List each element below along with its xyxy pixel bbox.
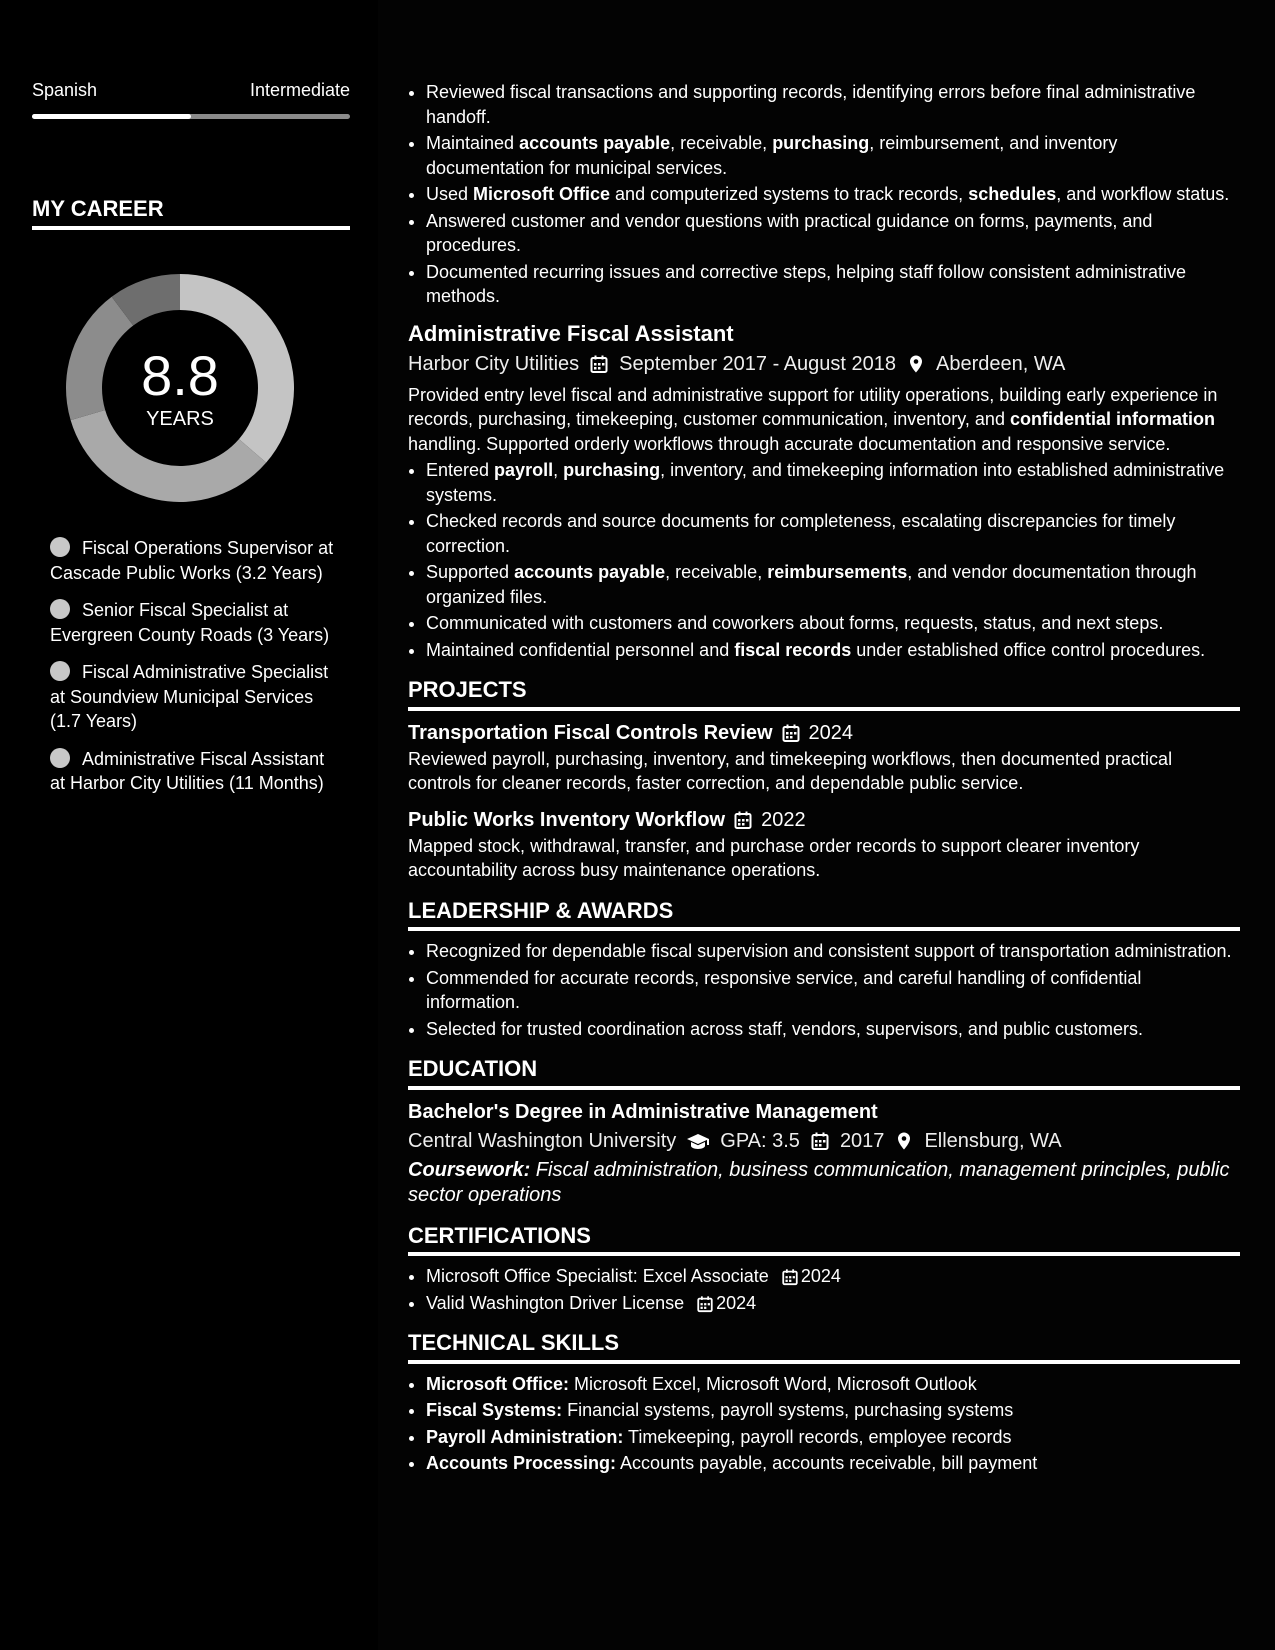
list-item bbox=[426, 611, 1240, 636]
coursework-label: Coursework: bbox=[408, 1158, 531, 1181]
project-year: 2022 bbox=[761, 808, 806, 831]
certification-name: Valid Washington Driver License bbox=[426, 1292, 685, 1313]
bold-keyword: accounts payable bbox=[514, 562, 666, 582]
project-description: Mapped stock, withdrawal, transfer, and purchase order records to support clearer inventory accountability across busy maintenance operations. bbox=[408, 835, 1140, 880]
text-run: , inventory, and timekeeping information into established administrative systems. bbox=[426, 460, 1225, 505]
text-run: Entered bbox=[426, 460, 495, 480]
bold-keyword: fiscal records bbox=[734, 639, 852, 660]
career-list bbox=[50, 536, 340, 809]
text-run: handling. Supported orderly workflows through accurate documentation and responsive service. bbox=[408, 433, 1171, 454]
language-row bbox=[32, 80, 350, 101]
coursework bbox=[408, 1158, 1240, 1208]
main-content bbox=[408, 80, 1240, 1478]
job-summary bbox=[408, 383, 1240, 457]
calendar-icon bbox=[781, 723, 801, 743]
calendar-icon bbox=[733, 810, 753, 830]
text-run: , and vendor documentation through organized files. bbox=[426, 562, 1197, 607]
skill-value: Financial systems, payroll systems, purchasing systems bbox=[562, 1400, 1014, 1420]
list-item bbox=[426, 458, 1240, 507]
text-run: , bbox=[553, 460, 564, 480]
education-heading: EDUCATION bbox=[408, 1057, 1240, 1090]
skill-label: Fiscal Systems: bbox=[426, 1400, 563, 1420]
text-run: , receivable, bbox=[670, 133, 773, 153]
calendar-icon bbox=[696, 1295, 714, 1313]
language-proficiency-bar bbox=[32, 114, 350, 119]
certification-name: Microsoft Office Specialist: Excel Associate bbox=[426, 1266, 769, 1286]
language-name: Spanish bbox=[32, 80, 98, 100]
list-item bbox=[426, 182, 1240, 207]
text-run: , reimbursement, and inventory documentation for municipal services. bbox=[426, 133, 1118, 178]
career-total-unit: YEARS bbox=[146, 408, 214, 430]
award-item: • Selected for trusted coordination across staff, vendors, supervisors, and public customers. bbox=[426, 1017, 1240, 1042]
career-item bbox=[50, 598, 340, 647]
certification-year: 2024 bbox=[800, 1266, 841, 1286]
previous-job-bullets bbox=[408, 80, 1240, 309]
career-item bbox=[50, 536, 340, 585]
location-pin-icon bbox=[894, 1131, 914, 1151]
skill-item bbox=[426, 1398, 1240, 1423]
bold-keyword: purchasing bbox=[772, 133, 870, 153]
text-run: , receivable, bbox=[665, 562, 768, 582]
job-title: Administrative Fiscal Assistant bbox=[408, 320, 734, 346]
skills-heading: TECHNICAL SKILLS bbox=[408, 1331, 1240, 1364]
awards-list bbox=[408, 939, 1240, 1041]
awards-heading: LEADERSHIP & AWARDS bbox=[408, 899, 1240, 932]
text-run: Reviewed fiscal transactions and supporting records, identifying errors before final administrative handoff. bbox=[426, 82, 1196, 127]
project-title-row bbox=[408, 719, 1240, 747]
skill-item bbox=[426, 1372, 1240, 1397]
career-item bbox=[50, 660, 340, 734]
career-total-value: 8.8 bbox=[141, 344, 219, 407]
bold-keyword: payroll bbox=[494, 460, 554, 480]
gpa: GPA: 3.5 bbox=[720, 1129, 800, 1152]
graduation-cap-icon bbox=[686, 1131, 710, 1151]
list-item bbox=[426, 80, 1240, 129]
text-run: Checked records and source documents for completeness, escalating discrepancies for timely correction. bbox=[426, 511, 1176, 556]
text-run: Communicated with customers and coworkers about forms, requests, status, and next steps. bbox=[426, 613, 1164, 633]
calendar-icon bbox=[810, 1131, 830, 1151]
bullet-dot-icon bbox=[50, 537, 70, 557]
coursework-text: Fiscal administration, business communication, management principles, public sector operations bbox=[408, 1158, 1230, 1206]
skill-item bbox=[426, 1451, 1240, 1476]
award-item: • Recognized for dependable fiscal supervision and consistent support of transportation administration. bbox=[426, 939, 1240, 964]
award-item: • Commended for accurate records, responsive service, and careful handling of confidential information. bbox=[426, 966, 1240, 1015]
list-item bbox=[426, 260, 1240, 309]
text-run: Used bbox=[426, 184, 474, 204]
calendar-icon bbox=[589, 354, 609, 374]
skill-value: Timekeeping, payroll records, employee records bbox=[623, 1426, 1012, 1447]
job-company: Harbor City Utilities bbox=[408, 352, 580, 375]
career-item-text: Administrative Fiscal Assistant at Harbor City Utilities (11 Months) bbox=[50, 748, 325, 793]
bold-keyword: confidential information bbox=[1009, 409, 1215, 429]
text-run: under established office control procedures. bbox=[851, 639, 1206, 660]
school-location: Ellensburg, WA bbox=[924, 1129, 1062, 1152]
skill-value: Accounts payable, accounts receivable, bill payment bbox=[616, 1453, 1038, 1473]
text-run: Maintained confidential personnel and bbox=[426, 639, 735, 660]
bold-keyword: schedules bbox=[968, 184, 1057, 204]
bold-keyword: purchasing bbox=[563, 460, 661, 480]
certification-item bbox=[426, 1291, 1240, 1316]
bold-keyword: Microsoft Office bbox=[473, 184, 611, 204]
degree-title: Bachelor's Degree in Administrative Management bbox=[408, 1100, 878, 1123]
job-bullets bbox=[408, 458, 1240, 662]
job-dates: September 2017 - August 2018 bbox=[619, 352, 897, 375]
certification-year: 2024 bbox=[716, 1292, 757, 1313]
text-run: and computerized systems to track records, bbox=[610, 184, 969, 204]
bold-keyword: accounts payable bbox=[519, 133, 671, 153]
career-heading: MY CAREER bbox=[32, 196, 350, 230]
projects-list bbox=[408, 719, 1240, 883]
project-title: Transportation Fiscal Controls Review bbox=[408, 721, 773, 744]
graduation-year: 2017 bbox=[839, 1129, 885, 1152]
career-item-text: Fiscal Administrative Specialist at Soundview Municipal Services (1.7 Years) bbox=[50, 662, 329, 731]
text-run: Answered customer and vendor questions with practical guidance on forms, payments, and procedures. bbox=[426, 210, 1153, 255]
project-description: Reviewed payroll, purchasing, inventory, and timekeeping workflows, then documented practical controls for cleaner records, faster correction, and dependable public service. bbox=[408, 748, 1173, 793]
text-run: Documented recurring issues and corrective steps, helping staff follow consistent administrative methods. bbox=[426, 261, 1187, 306]
bullet-dot-icon bbox=[50, 748, 70, 768]
location-pin-icon bbox=[906, 354, 926, 374]
education-meta bbox=[408, 1126, 1240, 1156]
skill-label: Accounts Processing: bbox=[426, 1453, 617, 1473]
list-item bbox=[426, 560, 1240, 609]
skill-label: Payroll Administration: bbox=[426, 1426, 624, 1447]
career-item-text: Senior Fiscal Specialist at Evergreen County Roads (3 Years) bbox=[50, 600, 330, 645]
text-run: , and workflow status. bbox=[1056, 184, 1230, 204]
project-title-row bbox=[408, 806, 1240, 834]
text-run: Provided entry level fiscal and administrative support for utility operations, building early experience in records, purchasing, timekeeping, customer communication, inventory, and bbox=[408, 384, 1218, 429]
job-location: Aberdeen, WA bbox=[936, 352, 1066, 375]
certifications-heading: CERTIFICATIONS bbox=[408, 1224, 1240, 1257]
text-run: Supported bbox=[426, 562, 515, 582]
career-item bbox=[50, 747, 340, 796]
language-proficiency-fill bbox=[32, 114, 191, 119]
text-run: Maintained bbox=[426, 133, 520, 153]
certification-item bbox=[426, 1264, 1240, 1289]
project-title: Public Works Inventory Workflow bbox=[408, 808, 726, 831]
list-item bbox=[426, 131, 1240, 180]
skill-item bbox=[426, 1425, 1240, 1450]
skill-label: Microsoft Office: bbox=[426, 1373, 570, 1394]
calendar-icon bbox=[781, 1268, 799, 1286]
bullet-dot-icon bbox=[50, 661, 70, 681]
skills-list bbox=[408, 1372, 1240, 1476]
projects-heading: PROJECTS bbox=[408, 678, 1240, 711]
career-item-text: Fiscal Operations Supervisor at Cascade Public Works (3.2 Years) bbox=[50, 538, 334, 583]
skill-value: Microsoft Excel, Microsoft Word, Microsoft Outlook bbox=[569, 1373, 977, 1394]
language-level: Intermediate bbox=[249, 80, 350, 100]
school-name: Central Washington University bbox=[408, 1129, 677, 1152]
list-item bbox=[426, 509, 1240, 558]
bullet-dot-icon bbox=[50, 599, 70, 619]
list-item bbox=[426, 209, 1240, 258]
bold-keyword: reimbursements bbox=[767, 562, 908, 582]
project-year: 2024 bbox=[808, 721, 854, 744]
list-item bbox=[426, 638, 1240, 663]
sidebar bbox=[0, 0, 378, 1650]
certifications-list bbox=[408, 1264, 1240, 1315]
job-meta bbox=[408, 349, 1240, 379]
